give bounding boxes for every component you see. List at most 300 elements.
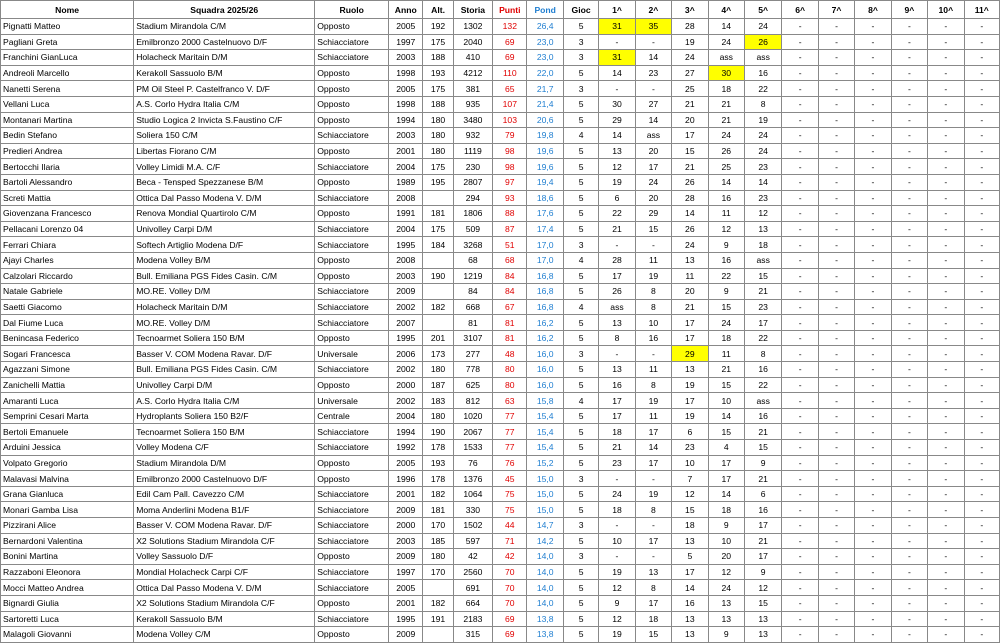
round-2-score-cell[interactable]: 19 xyxy=(635,268,671,284)
role-cell[interactable]: Universale xyxy=(315,346,389,362)
round-7-score-cell[interactable]: - xyxy=(818,595,854,611)
round-6-score-cell[interactable]: - xyxy=(782,34,818,50)
height-cell[interactable]: 180 xyxy=(423,549,453,565)
team-cell[interactable]: Emilbronzo 2000 Castelnuovo D/F xyxy=(134,471,315,487)
round-11-score-cell[interactable]: - xyxy=(964,393,999,409)
weighted-avg-cell[interactable]: 17,4 xyxy=(527,221,563,237)
points-cell[interactable]: 132 xyxy=(493,19,527,35)
round-9-score-cell[interactable]: - xyxy=(891,408,927,424)
round-7-score-cell[interactable]: - xyxy=(818,237,854,253)
height-cell[interactable]: 188 xyxy=(423,96,453,112)
round-9-score-cell[interactable]: - xyxy=(891,284,927,300)
header-anno[interactable]: Anno xyxy=(389,1,423,19)
player-name-cell[interactable]: Malavasi Malvina xyxy=(1,471,134,487)
round-5-score-cell[interactable]: 22 xyxy=(744,81,781,97)
round-9-score-cell[interactable]: - xyxy=(891,128,927,144)
round-1-score-cell[interactable]: - xyxy=(599,549,635,565)
player-name-cell[interactable]: Screti Mattia xyxy=(1,190,134,206)
role-cell[interactable]: Schiacciatore xyxy=(315,50,389,66)
round-10-score-cell[interactable]: - xyxy=(928,206,964,222)
player-name-cell[interactable]: Giovenzana Francesco xyxy=(1,206,134,222)
round-8-score-cell[interactable]: - xyxy=(855,315,891,331)
round-5-score-cell[interactable]: 12 xyxy=(744,206,781,222)
role-cell[interactable]: Schiacciatore xyxy=(315,315,389,331)
round-9-score-cell[interactable]: - xyxy=(891,50,927,66)
round-7-score-cell[interactable]: - xyxy=(818,299,854,315)
round-5-score-cell[interactable]: 21 xyxy=(744,533,781,549)
weighted-avg-cell[interactable]: 23,0 xyxy=(527,50,563,66)
games-played-cell[interactable]: 5 xyxy=(563,627,598,643)
round-7-score-cell[interactable]: - xyxy=(818,96,854,112)
header-round-3[interactable]: 3^ xyxy=(672,1,708,19)
round-3-score-cell[interactable]: 23 xyxy=(672,440,708,456)
weighted-avg-cell[interactable]: 15,0 xyxy=(527,471,563,487)
round-4-score-cell[interactable]: 17 xyxy=(708,471,744,487)
round-11-score-cell[interactable]: - xyxy=(964,549,999,565)
round-1-score-cell[interactable]: 8 xyxy=(599,330,635,346)
round-8-score-cell[interactable]: - xyxy=(855,81,891,97)
history-cell[interactable]: 294 xyxy=(453,190,493,206)
team-cell[interactable]: Beca - Tensped Spezzanese B/M xyxy=(134,174,315,190)
round-10-score-cell[interactable]: - xyxy=(928,237,964,253)
round-5-score-cell[interactable]: 16 xyxy=(744,502,781,518)
round-3-score-cell[interactable]: 11 xyxy=(672,268,708,284)
round-6-score-cell[interactable]: - xyxy=(782,221,818,237)
year-cell[interactable]: 2001 xyxy=(389,595,423,611)
round-1-score-cell[interactable]: 10 xyxy=(599,533,635,549)
year-cell[interactable]: 1997 xyxy=(389,564,423,580)
round-9-score-cell[interactable]: - xyxy=(891,330,927,346)
round-5-score-cell[interactable]: 17 xyxy=(744,549,781,565)
role-cell[interactable]: Opposto xyxy=(315,19,389,35)
round-9-score-cell[interactable]: - xyxy=(891,34,927,50)
round-4-score-cell[interactable]: 20 xyxy=(708,549,744,565)
round-3-score-cell[interactable]: 17 xyxy=(672,128,708,144)
height-cell[interactable] xyxy=(423,627,453,643)
year-cell[interactable]: 2005 xyxy=(389,455,423,471)
history-cell[interactable]: 1119 xyxy=(453,143,493,159)
round-10-score-cell[interactable]: - xyxy=(928,611,964,627)
height-cell[interactable]: 190 xyxy=(423,424,453,440)
round-8-score-cell[interactable]: - xyxy=(855,595,891,611)
weighted-avg-cell[interactable]: 14,7 xyxy=(527,518,563,534)
role-cell[interactable]: Opposto xyxy=(315,252,389,268)
round-9-score-cell[interactable]: - xyxy=(891,377,927,393)
round-7-score-cell[interactable]: - xyxy=(818,221,854,237)
player-name-cell[interactable]: Malagoli Giovanni xyxy=(1,627,134,643)
round-11-score-cell[interactable]: - xyxy=(964,19,999,35)
weighted-avg-cell[interactable]: 19,4 xyxy=(527,174,563,190)
player-name-cell[interactable]: Andreoli Marcello xyxy=(1,65,134,81)
player-name-cell[interactable]: Monari Gamba Lisa xyxy=(1,502,134,518)
weighted-avg-cell[interactable]: 15,4 xyxy=(527,424,563,440)
round-7-score-cell[interactable]: - xyxy=(818,190,854,206)
round-6-score-cell[interactable]: - xyxy=(782,50,818,66)
round-6-score-cell[interactable]: - xyxy=(782,143,818,159)
weighted-avg-cell[interactable]: 16,8 xyxy=(527,284,563,300)
round-8-score-cell[interactable]: - xyxy=(855,471,891,487)
round-9-score-cell[interactable]: - xyxy=(891,159,927,175)
player-name-cell[interactable]: Bertoli Emanuele xyxy=(1,424,134,440)
weighted-avg-cell[interactable]: 16,8 xyxy=(527,268,563,284)
round-11-score-cell[interactable]: - xyxy=(964,362,999,378)
team-cell[interactable]: Tecnoarmet Soliera 150 B/M xyxy=(134,424,315,440)
player-name-cell[interactable]: Pignatti Matteo xyxy=(1,19,134,35)
team-cell[interactable]: Edil Cam Pall. Cavezzo C/M xyxy=(134,486,315,502)
round-10-score-cell[interactable]: - xyxy=(928,533,964,549)
year-cell[interactable]: 1995 xyxy=(389,330,423,346)
round-2-score-cell[interactable]: 14 xyxy=(635,440,671,456)
round-10-score-cell[interactable]: - xyxy=(928,393,964,409)
round-5-score-cell[interactable]: 23 xyxy=(744,159,781,175)
role-cell[interactable]: Schiacciatore xyxy=(315,159,389,175)
round-1-score-cell[interactable]: - xyxy=(599,471,635,487)
round-10-score-cell[interactable]: - xyxy=(928,424,964,440)
round-1-score-cell[interactable]: 21 xyxy=(599,221,635,237)
role-cell[interactable]: Opposto xyxy=(315,174,389,190)
games-played-cell[interactable]: 3 xyxy=(563,346,598,362)
round-7-score-cell[interactable]: - xyxy=(818,174,854,190)
round-6-score-cell[interactable]: - xyxy=(782,627,818,643)
round-2-score-cell[interactable]: 8 xyxy=(635,580,671,596)
round-2-score-cell[interactable]: 17 xyxy=(635,595,671,611)
history-cell[interactable]: 76 xyxy=(453,455,493,471)
round-2-score-cell[interactable]: 23 xyxy=(635,65,671,81)
games-played-cell[interactable]: 5 xyxy=(563,268,598,284)
round-6-score-cell[interactable]: - xyxy=(782,299,818,315)
games-played-cell[interactable]: 3 xyxy=(563,518,598,534)
round-2-score-cell[interactable]: 35 xyxy=(635,19,671,35)
team-cell[interactable]: Holacheck Maritain D/M xyxy=(134,299,315,315)
round-5-score-cell[interactable]: 17 xyxy=(744,518,781,534)
round-9-score-cell[interactable]: - xyxy=(891,190,927,206)
round-2-score-cell[interactable]: - xyxy=(635,81,671,97)
games-played-cell[interactable]: 4 xyxy=(563,252,598,268)
points-cell[interactable]: 98 xyxy=(493,159,527,175)
round-4-score-cell[interactable]: 11 xyxy=(708,206,744,222)
round-11-score-cell[interactable]: - xyxy=(964,206,999,222)
team-cell[interactable]: Stadium Mirandola C/M xyxy=(134,19,315,35)
games-played-cell[interactable]: 5 xyxy=(563,143,598,159)
round-3-score-cell[interactable]: 13 xyxy=(672,533,708,549)
table-row[interactable] xyxy=(1,112,1000,128)
round-7-score-cell[interactable]: - xyxy=(818,330,854,346)
player-name-cell[interactable]: Bedin Stefano xyxy=(1,128,134,144)
points-cell[interactable]: 77 xyxy=(493,424,527,440)
round-6-score-cell[interactable]: - xyxy=(782,190,818,206)
round-10-score-cell[interactable]: - xyxy=(928,268,964,284)
height-cell[interactable]: 178 xyxy=(423,440,453,456)
round-4-score-cell[interactable]: 9 xyxy=(708,518,744,534)
round-7-score-cell[interactable]: - xyxy=(818,315,854,331)
history-cell[interactable]: 3268 xyxy=(453,237,493,253)
round-10-score-cell[interactable]: - xyxy=(928,174,964,190)
round-10-score-cell[interactable]: - xyxy=(928,50,964,66)
header-round-2[interactable]: 2^ xyxy=(635,1,671,19)
round-11-score-cell[interactable]: - xyxy=(964,65,999,81)
player-name-cell[interactable]: Ajayi Charles xyxy=(1,252,134,268)
table-row[interactable] xyxy=(1,533,1000,549)
round-10-score-cell[interactable]: - xyxy=(928,455,964,471)
team-cell[interactable]: Bull. Emiliana PGS Fides Casin. C/M xyxy=(134,362,315,378)
round-5-score-cell[interactable]: ass xyxy=(744,50,781,66)
year-cell[interactable]: 1996 xyxy=(389,471,423,487)
points-cell[interactable]: 69 xyxy=(493,611,527,627)
round-1-score-cell[interactable]: 30 xyxy=(599,96,635,112)
table-row[interactable] xyxy=(1,81,1000,97)
round-3-score-cell[interactable]: 19 xyxy=(672,377,708,393)
weighted-avg-cell[interactable]: 21,4 xyxy=(527,96,563,112)
round-2-score-cell[interactable]: - xyxy=(635,549,671,565)
round-11-score-cell[interactable]: - xyxy=(964,471,999,487)
round-7-score-cell[interactable]: - xyxy=(818,362,854,378)
round-6-score-cell[interactable]: - xyxy=(782,159,818,175)
round-1-score-cell[interactable]: 6 xyxy=(599,190,635,206)
round-2-score-cell[interactable]: - xyxy=(635,471,671,487)
weighted-avg-cell[interactable]: 22,0 xyxy=(527,65,563,81)
round-9-score-cell[interactable]: - xyxy=(891,549,927,565)
round-3-score-cell[interactable]: 20 xyxy=(672,112,708,128)
round-6-score-cell[interactable]: - xyxy=(782,284,818,300)
team-cell[interactable]: Volley Modena C/F xyxy=(134,440,315,456)
points-cell[interactable]: 93 xyxy=(493,190,527,206)
points-cell[interactable]: 103 xyxy=(493,112,527,128)
round-6-score-cell[interactable]: - xyxy=(782,19,818,35)
round-5-score-cell[interactable]: 22 xyxy=(744,377,781,393)
round-2-score-cell[interactable]: 18 xyxy=(635,611,671,627)
table-row[interactable] xyxy=(1,471,1000,487)
year-cell[interactable]: 2002 xyxy=(389,393,423,409)
year-cell[interactable]: 2006 xyxy=(389,346,423,362)
team-cell[interactable]: Tecnoarmet Soliera 150 B/M xyxy=(134,330,315,346)
round-11-score-cell[interactable]: - xyxy=(964,128,999,144)
player-name-cell[interactable]: Montanari Martina xyxy=(1,112,134,128)
round-2-score-cell[interactable]: 20 xyxy=(635,143,671,159)
height-cell[interactable] xyxy=(423,190,453,206)
height-cell[interactable] xyxy=(423,580,453,596)
round-8-score-cell[interactable]: - xyxy=(855,533,891,549)
round-4-score-cell[interactable]: 21 xyxy=(708,96,744,112)
height-cell[interactable]: 175 xyxy=(423,221,453,237)
round-11-score-cell[interactable]: - xyxy=(964,346,999,362)
history-cell[interactable]: 4212 xyxy=(453,65,493,81)
games-played-cell[interactable]: 4 xyxy=(563,299,598,315)
round-3-score-cell[interactable]: 19 xyxy=(672,408,708,424)
round-1-score-cell[interactable]: 17 xyxy=(599,408,635,424)
team-cell[interactable]: Holacheck Maritain D/M xyxy=(134,50,315,66)
role-cell[interactable]: Schiacciatore xyxy=(315,518,389,534)
points-cell[interactable]: 76 xyxy=(493,455,527,471)
round-8-score-cell[interactable]: - xyxy=(855,564,891,580)
round-2-score-cell[interactable]: 15 xyxy=(635,627,671,643)
games-played-cell[interactable]: 3 xyxy=(563,81,598,97)
round-3-score-cell[interactable]: 13 xyxy=(672,627,708,643)
round-6-score-cell[interactable]: - xyxy=(782,362,818,378)
round-2-score-cell[interactable]: 8 xyxy=(635,377,671,393)
round-10-score-cell[interactable]: - xyxy=(928,284,964,300)
round-2-score-cell[interactable]: 13 xyxy=(635,564,671,580)
games-played-cell[interactable]: 5 xyxy=(563,595,598,611)
round-4-score-cell[interactable]: 14 xyxy=(708,486,744,502)
round-4-score-cell[interactable]: 4 xyxy=(708,440,744,456)
round-9-score-cell[interactable]: - xyxy=(891,268,927,284)
points-cell[interactable]: 81 xyxy=(493,315,527,331)
round-7-score-cell[interactable]: - xyxy=(818,143,854,159)
team-cell[interactable]: Modena Volley B/M xyxy=(134,252,315,268)
height-cell[interactable] xyxy=(423,252,453,268)
round-5-score-cell[interactable]: 18 xyxy=(744,237,781,253)
history-cell[interactable]: 3480 xyxy=(453,112,493,128)
points-cell[interactable]: 70 xyxy=(493,580,527,596)
round-8-score-cell[interactable]: - xyxy=(855,143,891,159)
points-cell[interactable]: 81 xyxy=(493,330,527,346)
round-10-score-cell[interactable]: - xyxy=(928,65,964,81)
round-9-score-cell[interactable]: - xyxy=(891,96,927,112)
round-9-score-cell[interactable]: - xyxy=(891,471,927,487)
team-cell[interactable]: Moma Anderlini Modena B1/F xyxy=(134,502,315,518)
round-7-score-cell[interactable]: - xyxy=(818,486,854,502)
round-3-score-cell[interactable]: 19 xyxy=(672,34,708,50)
history-cell[interactable]: 230 xyxy=(453,159,493,175)
role-cell[interactable]: Opposto xyxy=(315,549,389,565)
points-cell[interactable]: 48 xyxy=(493,346,527,362)
round-11-score-cell[interactable]: - xyxy=(964,408,999,424)
round-2-score-cell[interactable]: - xyxy=(635,237,671,253)
round-4-score-cell[interactable]: 15 xyxy=(708,377,744,393)
round-6-score-cell[interactable]: - xyxy=(782,252,818,268)
table-row[interactable] xyxy=(1,424,1000,440)
games-played-cell[interactable]: 3 xyxy=(563,471,598,487)
round-2-score-cell[interactable]: 10 xyxy=(635,315,671,331)
role-cell[interactable]: Schiacciatore xyxy=(315,424,389,440)
round-8-score-cell[interactable]: - xyxy=(855,190,891,206)
history-cell[interactable]: 2183 xyxy=(453,611,493,627)
round-6-score-cell[interactable]: - xyxy=(782,174,818,190)
round-5-score-cell[interactable]: 16 xyxy=(744,65,781,81)
round-3-score-cell[interactable]: 28 xyxy=(672,19,708,35)
year-cell[interactable]: 2009 xyxy=(389,502,423,518)
round-1-score-cell[interactable]: 9 xyxy=(599,595,635,611)
role-cell[interactable]: Opposto xyxy=(315,81,389,97)
team-cell[interactable]: Basser V. COM Modena Ravar. D/F xyxy=(134,518,315,534)
round-11-score-cell[interactable]: - xyxy=(964,81,999,97)
round-1-score-cell[interactable]: 13 xyxy=(599,362,635,378)
round-7-score-cell[interactable]: - xyxy=(818,564,854,580)
round-4-score-cell[interactable]: 24 xyxy=(708,580,744,596)
round-11-score-cell[interactable]: - xyxy=(964,299,999,315)
team-cell[interactable]: Stadium Mirandola D/M xyxy=(134,455,315,471)
round-6-score-cell[interactable]: - xyxy=(782,549,818,565)
round-4-score-cell[interactable]: 9 xyxy=(708,237,744,253)
round-10-score-cell[interactable]: - xyxy=(928,518,964,534)
weighted-avg-cell[interactable]: 14,0 xyxy=(527,564,563,580)
round-9-score-cell[interactable]: - xyxy=(891,252,927,268)
height-cell[interactable]: 193 xyxy=(423,65,453,81)
table-row[interactable] xyxy=(1,268,1000,284)
history-cell[interactable]: 381 xyxy=(453,81,493,97)
round-4-score-cell[interactable]: 26 xyxy=(708,143,744,159)
role-cell[interactable]: Schiacciatore xyxy=(315,190,389,206)
year-cell[interactable]: 2001 xyxy=(389,143,423,159)
round-8-score-cell[interactable]: - xyxy=(855,408,891,424)
player-name-cell[interactable]: Bernardoni Valentina xyxy=(1,533,134,549)
round-1-score-cell[interactable]: 21 xyxy=(599,440,635,456)
header-pond[interactable]: Pond xyxy=(527,1,563,19)
round-1-score-cell[interactable]: ass xyxy=(599,299,635,315)
team-cell[interactable]: Ottica Dal Passo Modena V. D/M xyxy=(134,580,315,596)
height-cell[interactable] xyxy=(423,315,453,331)
round-7-score-cell[interactable]: - xyxy=(818,346,854,362)
round-1-score-cell[interactable]: 19 xyxy=(599,564,635,580)
round-2-score-cell[interactable]: 14 xyxy=(635,112,671,128)
team-cell[interactable]: Kerakoll Sassuolo B/M xyxy=(134,611,315,627)
round-1-score-cell[interactable]: - xyxy=(599,518,635,534)
round-3-score-cell[interactable]: 5 xyxy=(672,549,708,565)
history-cell[interactable]: 778 xyxy=(453,362,493,378)
round-1-score-cell[interactable]: - xyxy=(599,34,635,50)
height-cell[interactable]: 188 xyxy=(423,50,453,66)
height-cell[interactable]: 180 xyxy=(423,128,453,144)
player-name-cell[interactable]: Bonini Martina xyxy=(1,549,134,565)
round-4-score-cell[interactable]: 16 xyxy=(708,190,744,206)
weighted-avg-cell[interactable]: 26,4 xyxy=(527,19,563,35)
points-cell[interactable]: 69 xyxy=(493,627,527,643)
round-5-score-cell[interactable]: 26 xyxy=(744,34,781,50)
round-5-score-cell[interactable]: 13 xyxy=(744,221,781,237)
table-row[interactable] xyxy=(1,143,1000,159)
round-4-score-cell[interactable]: 14 xyxy=(708,174,744,190)
round-4-score-cell[interactable]: 30 xyxy=(708,65,744,81)
round-6-score-cell[interactable]: - xyxy=(782,486,818,502)
round-3-score-cell[interactable]: 20 xyxy=(672,284,708,300)
height-cell[interactable]: 201 xyxy=(423,330,453,346)
round-1-score-cell[interactable]: 13 xyxy=(599,315,635,331)
role-cell[interactable]: Schiacciatore xyxy=(315,284,389,300)
round-5-score-cell[interactable]: 15 xyxy=(744,595,781,611)
player-name-cell[interactable]: Benincasa Federico xyxy=(1,330,134,346)
height-cell[interactable]: 170 xyxy=(423,564,453,580)
year-cell[interactable]: 2009 xyxy=(389,284,423,300)
team-cell[interactable]: Volley Limidi M.A. C/F xyxy=(134,159,315,175)
table-row[interactable] xyxy=(1,502,1000,518)
round-1-score-cell[interactable]: 29 xyxy=(599,112,635,128)
round-10-score-cell[interactable]: - xyxy=(928,112,964,128)
round-9-score-cell[interactable]: - xyxy=(891,393,927,409)
round-1-score-cell[interactable]: - xyxy=(599,237,635,253)
round-2-score-cell[interactable]: 8 xyxy=(635,299,671,315)
points-cell[interactable]: 51 xyxy=(493,237,527,253)
round-6-score-cell[interactable]: - xyxy=(782,580,818,596)
round-2-score-cell[interactable]: 11 xyxy=(635,408,671,424)
round-9-score-cell[interactable]: - xyxy=(891,564,927,580)
round-8-score-cell[interactable]: - xyxy=(855,627,891,643)
round-3-score-cell[interactable]: 13 xyxy=(672,252,708,268)
year-cell[interactable]: 2005 xyxy=(389,81,423,97)
games-played-cell[interactable]: 3 xyxy=(563,34,598,50)
year-cell[interactable]: 2008 xyxy=(389,190,423,206)
round-10-score-cell[interactable]: - xyxy=(928,143,964,159)
round-3-score-cell[interactable]: 14 xyxy=(672,580,708,596)
round-10-score-cell[interactable]: - xyxy=(928,377,964,393)
round-11-score-cell[interactable]: - xyxy=(964,143,999,159)
round-3-score-cell[interactable]: 17 xyxy=(672,330,708,346)
history-cell[interactable]: 277 xyxy=(453,346,493,362)
round-4-score-cell[interactable]: ass xyxy=(708,50,744,66)
player-name-cell[interactable]: Bignardi Giulia xyxy=(1,595,134,611)
round-10-score-cell[interactable]: - xyxy=(928,315,964,331)
player-name-cell[interactable]: Mocci Matteo Andrea xyxy=(1,580,134,596)
header-alt[interactable]: Alt. xyxy=(423,1,453,19)
